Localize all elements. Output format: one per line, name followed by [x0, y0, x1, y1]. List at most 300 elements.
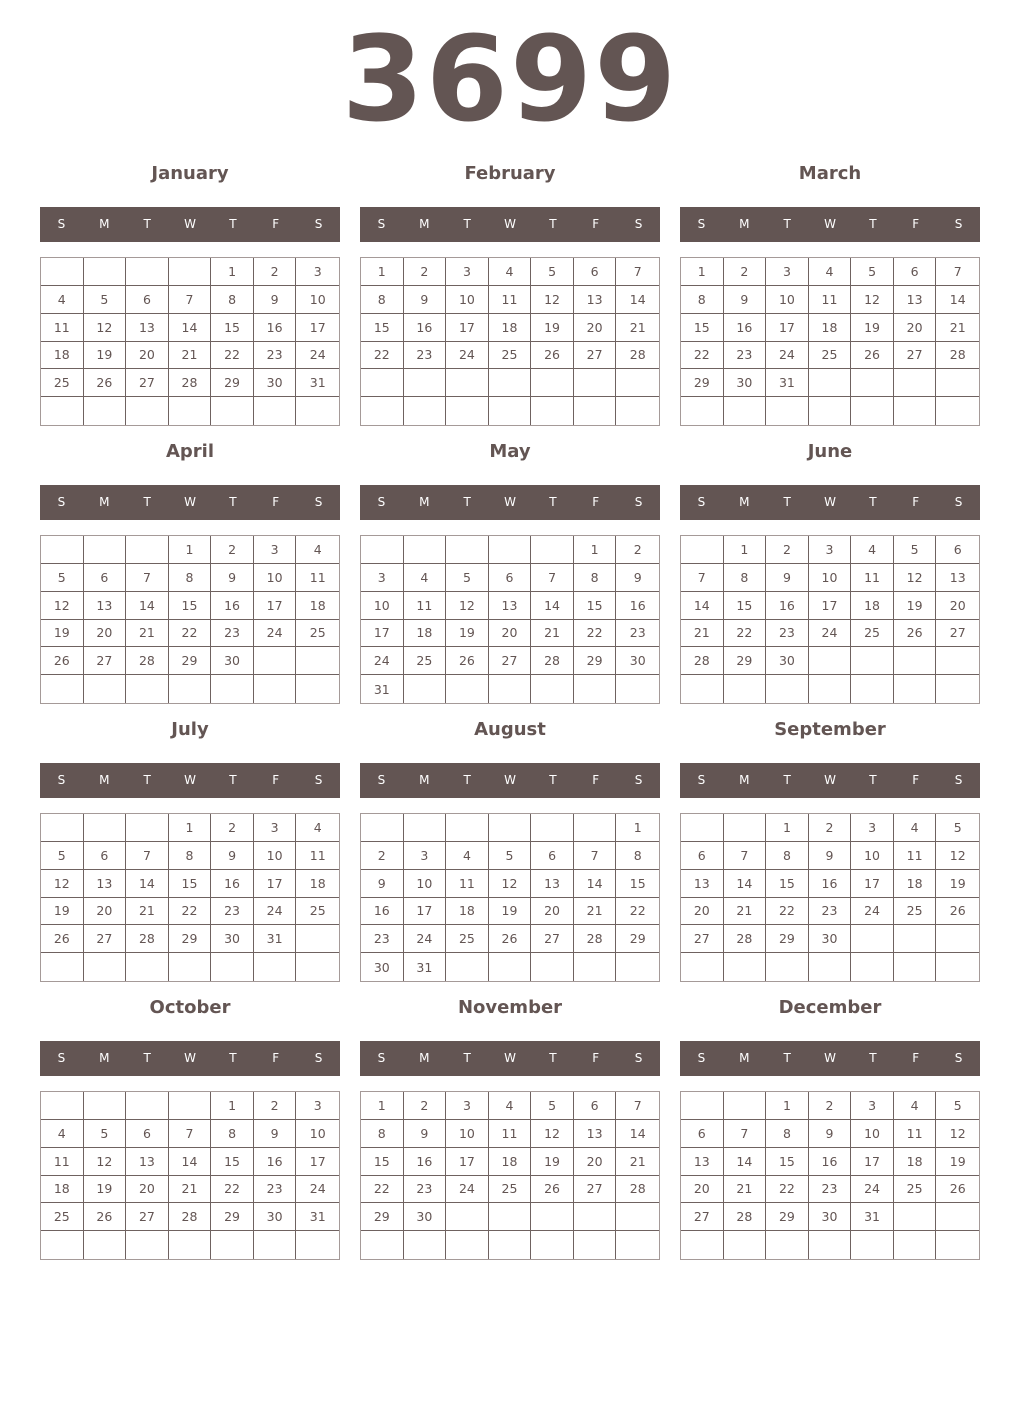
day-cell: 26	[936, 1176, 979, 1204]
day-cell	[41, 1231, 84, 1259]
day-cell: 7	[616, 258, 659, 286]
day-cell: 19	[531, 1148, 574, 1176]
day-cell	[126, 258, 169, 286]
day-cell	[84, 1092, 127, 1120]
day-cell: 18	[446, 898, 489, 926]
weekday-header	[680, 1041, 980, 1076]
day-cell	[809, 647, 852, 675]
day-cell	[574, 369, 617, 397]
weekday-label: F	[272, 217, 280, 231]
weekday-label: F	[912, 217, 920, 231]
day-cell: 19	[489, 898, 532, 926]
day-cell: 14	[724, 870, 767, 898]
day-cell: 2	[766, 536, 809, 564]
day-cell: 24	[851, 898, 894, 926]
day-cell: 28	[169, 1203, 212, 1231]
day-cell: 4	[41, 1120, 84, 1148]
weekday-label: T	[143, 1051, 151, 1065]
day-cell: 25	[894, 898, 937, 926]
day-cell: 27	[489, 647, 532, 675]
day-cell: 23	[404, 1176, 447, 1204]
day-cell: 13	[936, 564, 979, 592]
weekday-label: S	[954, 495, 963, 509]
day-cell: 9	[404, 286, 447, 314]
day-cell: 6	[574, 258, 617, 286]
day-cell: 27	[531, 925, 574, 953]
weekday-label: T	[869, 217, 877, 231]
day-cell	[936, 397, 979, 425]
day-cell: 17	[446, 1148, 489, 1176]
day-cell: 1	[616, 814, 659, 842]
month-title: August	[474, 719, 546, 740]
day-cell	[404, 397, 447, 425]
day-cell: 13	[84, 870, 127, 898]
day-cell	[296, 953, 339, 981]
day-cell: 24	[361, 647, 404, 675]
weekday-label: S	[634, 773, 643, 787]
day-cell: 20	[126, 1176, 169, 1204]
day-cell: 12	[84, 314, 127, 342]
day-cell: 17	[296, 314, 339, 342]
day-cell: 24	[254, 620, 297, 648]
day-cell	[894, 647, 937, 675]
day-cell	[894, 1203, 937, 1231]
day-cell: 12	[894, 564, 937, 592]
weekday-label: W	[184, 217, 196, 231]
day-cell: 25	[296, 898, 339, 926]
day-cell: 21	[724, 1176, 767, 1204]
day-cell	[361, 369, 404, 397]
weekday-label: M	[99, 773, 110, 787]
day-cell	[531, 1203, 574, 1231]
day-cell	[489, 1231, 532, 1259]
day-cell: 8	[574, 564, 617, 592]
day-cell	[574, 1231, 617, 1259]
day-cell	[936, 953, 979, 981]
day-cell: 11	[296, 842, 339, 870]
day-cell: 28	[126, 647, 169, 675]
day-grid	[40, 257, 340, 426]
day-cell: 14	[531, 592, 574, 620]
day-cell: 1	[211, 1092, 254, 1120]
weekday-label: T	[869, 495, 877, 509]
weekday-label: T	[869, 773, 877, 787]
day-cell	[809, 397, 852, 425]
day-cell: 27	[894, 342, 937, 370]
day-cell: 2	[616, 536, 659, 564]
day-cell	[681, 397, 724, 425]
day-cell: 2	[254, 1092, 297, 1120]
day-cell: 12	[446, 592, 489, 620]
day-cell: 20	[84, 898, 127, 926]
day-cell: 10	[254, 564, 297, 592]
day-cell: 13	[126, 1148, 169, 1176]
day-cell: 5	[84, 286, 127, 314]
day-cell: 1	[766, 814, 809, 842]
day-cell: 10	[809, 564, 852, 592]
day-cell: 27	[126, 369, 169, 397]
weekday-label: T	[463, 1051, 471, 1065]
day-cell: 13	[574, 286, 617, 314]
day-cell: 9	[616, 564, 659, 592]
weekday-label: S	[634, 495, 643, 509]
day-cell: 10	[296, 1120, 339, 1148]
day-cell: 3	[296, 1092, 339, 1120]
weekday-label: T	[463, 495, 471, 509]
day-cell: 4	[894, 814, 937, 842]
day-cell: 29	[211, 1203, 254, 1231]
day-cell: 2	[404, 258, 447, 286]
day-cell	[296, 647, 339, 675]
day-cell	[41, 536, 84, 564]
weekday-label: T	[143, 217, 151, 231]
day-cell: 6	[126, 286, 169, 314]
day-cell	[531, 397, 574, 425]
day-cell: 12	[531, 286, 574, 314]
day-cell: 19	[936, 1148, 979, 1176]
day-cell	[936, 1203, 979, 1231]
day-cell: 15	[211, 1148, 254, 1176]
day-cell: 6	[894, 258, 937, 286]
day-cell	[489, 536, 532, 564]
day-cell: 4	[809, 258, 852, 286]
day-cell: 13	[126, 314, 169, 342]
day-cell	[936, 1231, 979, 1259]
day-cell	[531, 675, 574, 703]
month-title: November	[457, 997, 563, 1018]
day-cell: 31	[254, 925, 297, 953]
weekday-label: T	[549, 773, 557, 787]
day-cell: 5	[84, 1120, 127, 1148]
weekday-header	[360, 1041, 660, 1076]
day-cell	[489, 397, 532, 425]
weekday-label: T	[783, 773, 791, 787]
day-cell: 28	[724, 925, 767, 953]
day-cell: 11	[489, 286, 532, 314]
weekday-label: S	[697, 773, 706, 787]
day-cell: 2	[724, 258, 767, 286]
day-cell: 28	[169, 369, 212, 397]
day-cell: 17	[809, 592, 852, 620]
day-cell	[531, 536, 574, 564]
weekday-label: M	[99, 217, 110, 231]
day-cell: 4	[489, 258, 532, 286]
day-cell: 5	[531, 258, 574, 286]
day-cell	[851, 675, 894, 703]
day-cell: 23	[211, 620, 254, 648]
day-cell: 17	[766, 314, 809, 342]
day-cell	[446, 397, 489, 425]
weekday-label: T	[143, 773, 151, 787]
day-cell: 23	[254, 1176, 297, 1204]
day-cell: 30	[211, 925, 254, 953]
day-cell	[169, 953, 212, 981]
day-cell: 17	[851, 1148, 894, 1176]
day-cell	[574, 814, 617, 842]
day-cell: 11	[41, 1148, 84, 1176]
day-cell: 13	[681, 870, 724, 898]
day-cell: 10	[446, 1120, 489, 1148]
weekday-label: T	[869, 1051, 877, 1065]
weekday-label: S	[314, 773, 323, 787]
day-cell	[724, 1092, 767, 1120]
day-cell	[169, 397, 212, 425]
day-cell: 11	[296, 564, 339, 592]
day-cell	[724, 1231, 767, 1259]
day-cell: 27	[84, 925, 127, 953]
day-cell: 14	[616, 1120, 659, 1148]
day-cell: 17	[296, 1148, 339, 1176]
day-cell: 15	[681, 314, 724, 342]
day-cell: 20	[681, 1176, 724, 1204]
day-cell	[404, 675, 447, 703]
day-cell	[851, 953, 894, 981]
day-cell: 29	[169, 647, 212, 675]
day-cell: 2	[809, 1092, 852, 1120]
weekday-label: T	[463, 217, 471, 231]
day-cell: 21	[126, 620, 169, 648]
day-cell: 4	[296, 814, 339, 842]
day-cell: 12	[41, 592, 84, 620]
weekday-label: W	[504, 495, 516, 509]
day-cell: 24	[404, 925, 447, 953]
day-cell	[724, 953, 767, 981]
weekday-label: T	[463, 773, 471, 787]
day-grid	[40, 535, 340, 704]
day-cell	[126, 536, 169, 564]
day-cell: 21	[531, 620, 574, 648]
weekday-label: F	[912, 1051, 920, 1065]
weekday-label: T	[549, 217, 557, 231]
day-cell: 29	[574, 647, 617, 675]
day-cell: 6	[489, 564, 532, 592]
day-cell	[169, 1231, 212, 1259]
day-cell: 28	[936, 342, 979, 370]
day-cell	[574, 675, 617, 703]
day-cell: 24	[296, 1176, 339, 1204]
weekday-label: S	[954, 773, 963, 787]
day-cell: 16	[254, 1148, 297, 1176]
day-grid	[360, 257, 660, 426]
day-cell	[84, 536, 127, 564]
day-cell	[84, 953, 127, 981]
day-cell: 4	[404, 564, 447, 592]
day-cell	[254, 647, 297, 675]
weekday-label: W	[504, 1051, 516, 1065]
day-cell: 15	[766, 870, 809, 898]
day-cell: 21	[936, 314, 979, 342]
day-cell	[851, 1231, 894, 1259]
month-title: September	[774, 719, 886, 740]
day-cell: 3	[254, 536, 297, 564]
month-title: April	[165, 441, 215, 462]
day-cell	[446, 369, 489, 397]
day-cell: 1	[574, 536, 617, 564]
day-cell	[296, 397, 339, 425]
day-cell	[446, 675, 489, 703]
day-cell: 3	[446, 258, 489, 286]
weekday-label: F	[272, 495, 280, 509]
day-cell: 23	[404, 342, 447, 370]
day-cell	[574, 1203, 617, 1231]
weekday-label: W	[504, 217, 516, 231]
day-cell: 19	[936, 870, 979, 898]
day-cell	[681, 675, 724, 703]
day-cell	[531, 1231, 574, 1259]
day-cell: 20	[574, 314, 617, 342]
day-cell	[489, 953, 532, 981]
day-cell	[404, 536, 447, 564]
day-cell	[936, 647, 979, 675]
day-cell: 12	[84, 1148, 127, 1176]
day-cell: 27	[126, 1203, 169, 1231]
day-cell	[809, 369, 852, 397]
weekday-label: S	[314, 1051, 323, 1065]
day-cell: 16	[724, 314, 767, 342]
month-title: March	[798, 163, 862, 184]
day-grid	[680, 813, 980, 982]
day-cell: 22	[681, 342, 724, 370]
weekday-label: T	[549, 1051, 557, 1065]
day-cell: 3	[296, 258, 339, 286]
day-cell	[766, 953, 809, 981]
day-cell: 27	[681, 1203, 724, 1231]
weekday-label: M	[99, 1051, 110, 1065]
day-cell: 28	[616, 1176, 659, 1204]
day-cell: 23	[809, 1176, 852, 1204]
day-cell	[126, 1092, 169, 1120]
weekday-label: T	[143, 495, 151, 509]
day-cell: 4	[851, 536, 894, 564]
day-cell	[446, 814, 489, 842]
day-cell: 13	[84, 592, 127, 620]
day-cell: 7	[936, 258, 979, 286]
day-cell: 22	[574, 620, 617, 648]
day-cell	[126, 1231, 169, 1259]
day-cell	[84, 675, 127, 703]
day-cell	[126, 675, 169, 703]
day-cell: 22	[169, 620, 212, 648]
day-cell: 29	[724, 647, 767, 675]
day-grid	[40, 1091, 340, 1260]
day-cell: 29	[766, 925, 809, 953]
day-cell: 11	[489, 1120, 532, 1148]
day-cell	[361, 536, 404, 564]
day-cell: 29	[211, 369, 254, 397]
day-cell	[361, 814, 404, 842]
day-cell: 15	[361, 314, 404, 342]
day-cell: 23	[361, 925, 404, 953]
day-cell: 7	[616, 1092, 659, 1120]
day-cell	[254, 675, 297, 703]
day-cell: 24	[446, 342, 489, 370]
day-cell: 26	[84, 1203, 127, 1231]
day-cell: 22	[361, 1176, 404, 1204]
day-cell: 15	[211, 314, 254, 342]
day-cell: 25	[894, 1176, 937, 1204]
day-cell: 21	[574, 898, 617, 926]
day-cell: 4	[446, 842, 489, 870]
weekday-label: S	[634, 217, 643, 231]
day-cell: 23	[766, 620, 809, 648]
day-cell: 22	[766, 898, 809, 926]
weekday-label: S	[954, 1051, 963, 1065]
day-cell: 16	[766, 592, 809, 620]
day-cell: 16	[361, 898, 404, 926]
day-cell	[851, 925, 894, 953]
day-cell	[41, 1092, 84, 1120]
day-cell: 9	[809, 842, 852, 870]
day-cell	[254, 397, 297, 425]
day-cell: 2	[211, 536, 254, 564]
day-cell: 28	[681, 647, 724, 675]
day-cell: 8	[361, 286, 404, 314]
day-cell	[41, 397, 84, 425]
day-cell: 25	[296, 620, 339, 648]
day-cell: 20	[531, 898, 574, 926]
day-cell: 22	[361, 342, 404, 370]
day-cell: 8	[766, 1120, 809, 1148]
day-cell	[296, 675, 339, 703]
day-cell: 14	[169, 1148, 212, 1176]
day-cell: 30	[766, 647, 809, 675]
weekday-label: W	[824, 217, 836, 231]
weekday-label: T	[783, 495, 791, 509]
weekday-header	[360, 207, 660, 242]
day-cell: 25	[489, 1176, 532, 1204]
day-cell: 18	[489, 314, 532, 342]
weekday-label: S	[57, 1051, 66, 1065]
day-cell: 25	[809, 342, 852, 370]
day-cell: 20	[489, 620, 532, 648]
day-cell	[126, 953, 169, 981]
day-cell: 26	[936, 898, 979, 926]
weekday-label: T	[783, 1051, 791, 1065]
day-cell: 21	[724, 898, 767, 926]
weekday-label: M	[99, 495, 110, 509]
day-cell	[489, 814, 532, 842]
day-cell: 8	[169, 564, 212, 592]
weekday-label: T	[229, 773, 237, 787]
day-cell: 24	[254, 898, 297, 926]
day-cell: 14	[681, 592, 724, 620]
weekday-label: S	[377, 773, 386, 787]
weekday-label: S	[377, 495, 386, 509]
weekday-label: M	[419, 1051, 430, 1065]
day-cell	[681, 1231, 724, 1259]
day-cell: 18	[296, 592, 339, 620]
day-cell: 6	[936, 536, 979, 564]
day-cell: 23	[211, 898, 254, 926]
day-cell: 20	[126, 342, 169, 370]
day-grid	[680, 257, 980, 426]
day-cell: 20	[936, 592, 979, 620]
day-cell	[211, 397, 254, 425]
day-cell: 16	[254, 314, 297, 342]
day-cell: 20	[681, 898, 724, 926]
day-cell: 2	[211, 814, 254, 842]
day-cell: 21	[616, 1148, 659, 1176]
day-cell	[211, 1231, 254, 1259]
day-cell	[446, 953, 489, 981]
day-cell: 14	[126, 870, 169, 898]
day-cell: 18	[894, 1148, 937, 1176]
day-cell: 14	[616, 286, 659, 314]
day-cell	[41, 675, 84, 703]
day-cell: 10	[446, 286, 489, 314]
day-cell: 7	[169, 286, 212, 314]
day-cell: 24	[446, 1176, 489, 1204]
